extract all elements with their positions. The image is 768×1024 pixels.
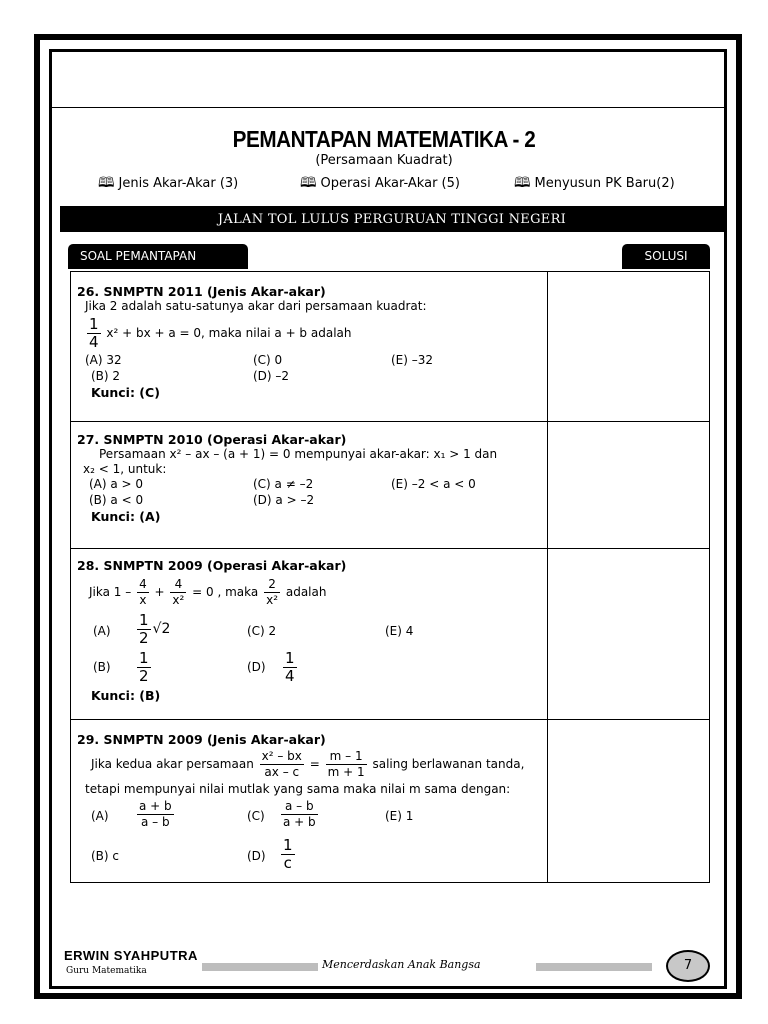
option-c-value: $\frac{a - b}{a + b}$: [283, 799, 316, 829]
fraction: $\frac{1}{4}$: [89, 315, 99, 351]
options-row: [77, 837, 543, 875]
question-equation: $\frac{1}{4}$ x² + bx + a = 0, maka nilai a + b adalah: [89, 315, 352, 351]
question-text: Persamaan x² – ax – (a + 1) = 0 mempunyai akar-akar: x₁ > 1 dan: [99, 447, 498, 461]
option-b: (B) c: [91, 849, 120, 863]
open-book-icon: 🕮: [514, 175, 531, 191]
topic-label: Menyusun PK Baru(2): [534, 176, 675, 191]
question-28: [77, 558, 543, 703]
question-text: tetapi mempunyai nilai mutlak yang sama maka nilai m sama dengan:: [85, 782, 511, 796]
option-e: (E) –32: [391, 353, 434, 367]
option-b-value: $\frac{1}{2}$: [139, 649, 149, 685]
option-a: (A): [91, 809, 109, 823]
topic-label: Operasi Akar-Akar (5): [320, 176, 460, 191]
page-subtitle: (Persamaan Kuadrat): [315, 153, 453, 168]
answer-key: Kunci: (B): [91, 688, 161, 703]
question-equation: Jika kedua akar persamaan $\frac{\text{x² – bx}}{ax - c}$ = $\frac{m - 1}{m + 1}$ saling berlawanan tanda,: [91, 749, 525, 779]
option-c: (C): [247, 809, 265, 823]
question-table: [70, 271, 710, 883]
option-a: (A) a > 0: [89, 477, 144, 491]
author-role: Guru Matematika: [66, 966, 147, 976]
soal-tab: SOAL PEMANTAPAN: [68, 244, 248, 269]
option-a: (A) 32: [85, 353, 122, 367]
option-d: (D): [247, 849, 266, 863]
row-divider: [71, 719, 709, 720]
options-row: [83, 477, 543, 493]
option-d: (D): [247, 660, 266, 674]
question-heading: 26. SNMPTN 2011 (Jenis Akar-akar): [77, 284, 326, 299]
footer-tagline: Mencerdaskan Anak Bangsa: [322, 958, 481, 971]
header-blank-area: [52, 52, 724, 108]
option-d: (D) –2: [253, 369, 290, 383]
topic-label: Jenis Akar-Akar (3): [118, 176, 239, 191]
question-text: x₂ < 1, untuk:: [83, 462, 167, 476]
option-b: (B) 2: [91, 369, 121, 383]
question-29: [77, 732, 543, 875]
options-row: [77, 612, 543, 650]
question-27: [77, 432, 543, 524]
fraction: $\frac{4}{x}$: [139, 577, 147, 607]
question-heading: 29. SNMPTN 2009 (Jenis Akar-akar): [77, 732, 326, 747]
fraction: $\frac{4}{\text{x²}}$: [172, 577, 185, 607]
fraction: $\frac{m - 1}{m + 1}$: [327, 749, 365, 779]
option-b: (B): [93, 660, 111, 674]
question-equation: Jika 1 – $\frac{4}{x}$ + $\frac{4}{\text{x²}}$ = 0 , maka $\frac{2}{\text{x²}}$ adalah: [89, 577, 327, 607]
row-divider: [71, 421, 709, 422]
option-d-value: $\frac{1}{c}$: [283, 836, 293, 872]
fraction: $\frac{\text{x² – bx}}{ax - c}$: [261, 749, 302, 779]
options-row: [77, 650, 543, 688]
motto-banner: JALAN TOL LULUS PERGURUAN TINGGI NEGERI: [60, 206, 724, 232]
footer-bar-right: [536, 963, 652, 971]
topic-menyusun-pk: [514, 172, 675, 196]
question-26: [77, 284, 543, 400]
option-d: (D) a > –2: [253, 493, 315, 507]
option-d-value: $\frac{1}{4}$: [285, 649, 295, 685]
question-text: Jika 2 adalah satu-satunya akar dari persamaan kuadrat:: [85, 299, 427, 313]
option-b: (B) a < 0: [89, 493, 144, 507]
fraction: $\frac{2}{\text{x²}}$: [266, 577, 279, 607]
answer-key: Kunci: (C): [91, 385, 160, 400]
option-c: (C) 0: [253, 353, 283, 367]
option-e: (E) –2 < a < 0: [391, 477, 476, 491]
page-number: 7: [666, 950, 710, 982]
options-row: [85, 353, 543, 369]
row-divider: [71, 548, 709, 549]
option-e: (E) 1: [385, 809, 414, 823]
question-heading: 28. SNMPTN 2009 (Operasi Akar-akar): [77, 558, 347, 573]
options-row: [77, 799, 543, 837]
topic-jenis-akar: [98, 172, 238, 196]
question-heading: 27. SNMPTN 2010 (Operasi Akar-akar): [77, 432, 347, 447]
topic-operasi-akar: [300, 172, 460, 196]
option-c: (C) 2: [247, 624, 277, 638]
solusi-tab: SOLUSI: [622, 244, 710, 269]
open-book-icon: 🕮: [98, 175, 115, 191]
page-title: PEMANTAPAN MATEMATIKA - 2: [232, 126, 536, 152]
answer-key: Kunci: (A): [91, 509, 161, 524]
option-c: (C) a ≠ –2: [253, 477, 314, 491]
column-divider: [547, 272, 548, 882]
author-name: ERWIN SYAHPUTRA: [64, 948, 198, 963]
options-row: [85, 369, 543, 385]
option-e: (E) 4: [385, 624, 414, 638]
footer-bar-left: [202, 963, 318, 971]
option-a: (A): [93, 624, 111, 638]
options-row: [83, 493, 543, 509]
option-a-value: $\frac{a + b}{a - b}$: [139, 799, 172, 829]
open-book-icon: 🕮: [300, 175, 317, 191]
option-a-value: $\frac{1}{2}$ √2: [139, 611, 171, 647]
